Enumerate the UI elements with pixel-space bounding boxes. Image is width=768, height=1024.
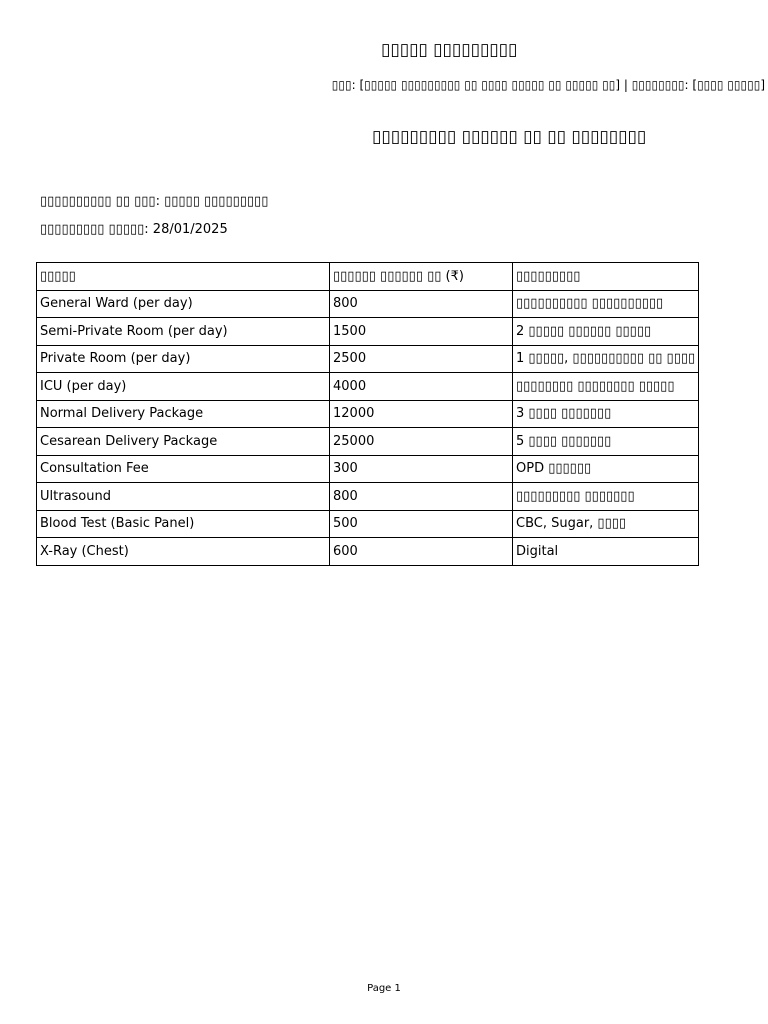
rate-cell: 500	[330, 510, 513, 538]
table-row	[37, 510, 699, 538]
service-cell: Cesarean Delivery Package	[37, 428, 330, 456]
document-heading: ▯▯▯▯▯▯▯▯▯ ▯▯▯▯▯▯ ▯▯ ▯▯ ▯▯▯▯▯▯▯▯	[372, 127, 647, 147]
header-meta-line: ▯▯▯: [▯▯▯▯▯ ▯▯▯▯▯▯▯▯▯ ▯▯ ▯▯▯▯ ▯▯▯▯▯ ▯▯ ▯▯▯▯▯ ▯▯] | ▯▯▯▯▯▯▯▯: [▯▯▯▯ ▯▯▯▯▯]	[331, 78, 765, 92]
remarks-cell: 2 ▯▯▯▯▯ ▯▯▯▯▯▯ ▯▯▯▯▯	[513, 318, 699, 346]
rate-cell: 12000	[330, 400, 513, 428]
remarks-cell: ▯▯▯▯▯▯▯▯ ▯▯▯▯▯▯▯▯ ▯▯▯▯▯	[513, 373, 699, 401]
service-cell: Consultation Fee	[37, 455, 330, 483]
table-row	[37, 400, 699, 428]
table-row	[37, 483, 699, 511]
header-cell-remarks: ▯▯▯▯▯▯▯▯▯	[513, 263, 699, 291]
remarks-cell: OPD ▯▯▯▯▯▯	[513, 455, 699, 483]
rate-cell: 300	[330, 455, 513, 483]
remarks-cell: Digital	[513, 538, 699, 566]
table-row	[37, 290, 699, 318]
header-cell-service: ▯▯▯▯▯	[37, 263, 330, 291]
table-header-row	[37, 263, 699, 291]
remarks-cell: CBC, Sugar, ▯▯▯▯	[513, 510, 699, 538]
patient-name-line: ▯▯▯▯▯▯▯▯▯▯ ▯▯ ▯▯▯: ▯▯▯▯▯ ▯▯▯▯▯▯▯▯▯	[40, 194, 269, 209]
rate-cell: 2500	[330, 345, 513, 373]
table-row	[37, 455, 699, 483]
service-cell: Normal Delivery Package	[37, 400, 330, 428]
service-cell: Ultrasound	[37, 483, 330, 511]
service-cell: General Ward (per day)	[37, 290, 330, 318]
table-row	[37, 318, 699, 346]
service-cell: X-Ray (Chest)	[37, 538, 330, 566]
remarks-cell: ▯▯▯▯▯▯▯▯▯▯ ▯▯▯▯▯▯▯▯▯▯	[513, 290, 699, 318]
document-date-line: ▯▯▯▯▯▯▯▯▯ ▯▯▯▯▯: 28/01/2025	[40, 222, 228, 237]
remarks-cell: 1 ▯▯▯▯▯, ▯▯▯▯▯▯▯▯▯▯ ▯▯ ▯▯▯▯	[513, 345, 699, 373]
rate-table	[36, 262, 699, 566]
table-row	[37, 345, 699, 373]
rate-cell: 25000	[330, 428, 513, 456]
page-title: ▯▯▯▯▯ ▯▯▯▯▯▯▯▯▯	[381, 40, 518, 60]
page-number: Page 1	[367, 983, 401, 994]
rate-cell: 600	[330, 538, 513, 566]
service-cell: Private Room (per day)	[37, 345, 330, 373]
service-cell: Blood Test (Basic Panel)	[37, 510, 330, 538]
rate-cell: 4000	[330, 373, 513, 401]
rate-cell: 1500	[330, 318, 513, 346]
remarks-cell: ▯▯▯▯▯▯▯▯▯ ▯▯▯▯▯▯▯	[513, 483, 699, 511]
header-cell-rate: ▯▯▯▯▯▯ ▯▯▯▯▯▯ ▯▯ (₹)	[330, 263, 513, 291]
remarks-cell: 5 ▯▯▯▯ ▯▯▯▯▯▯▯	[513, 428, 699, 456]
rate-cell: 800	[330, 290, 513, 318]
service-cell: ICU (per day)	[37, 373, 330, 401]
table-row	[37, 428, 699, 456]
table-row	[37, 538, 699, 566]
service-cell: Semi-Private Room (per day)	[37, 318, 330, 346]
table-row	[37, 373, 699, 401]
rate-cell: 800	[330, 483, 513, 511]
remarks-cell: 3 ▯▯▯▯ ▯▯▯▯▯▯▯	[513, 400, 699, 428]
